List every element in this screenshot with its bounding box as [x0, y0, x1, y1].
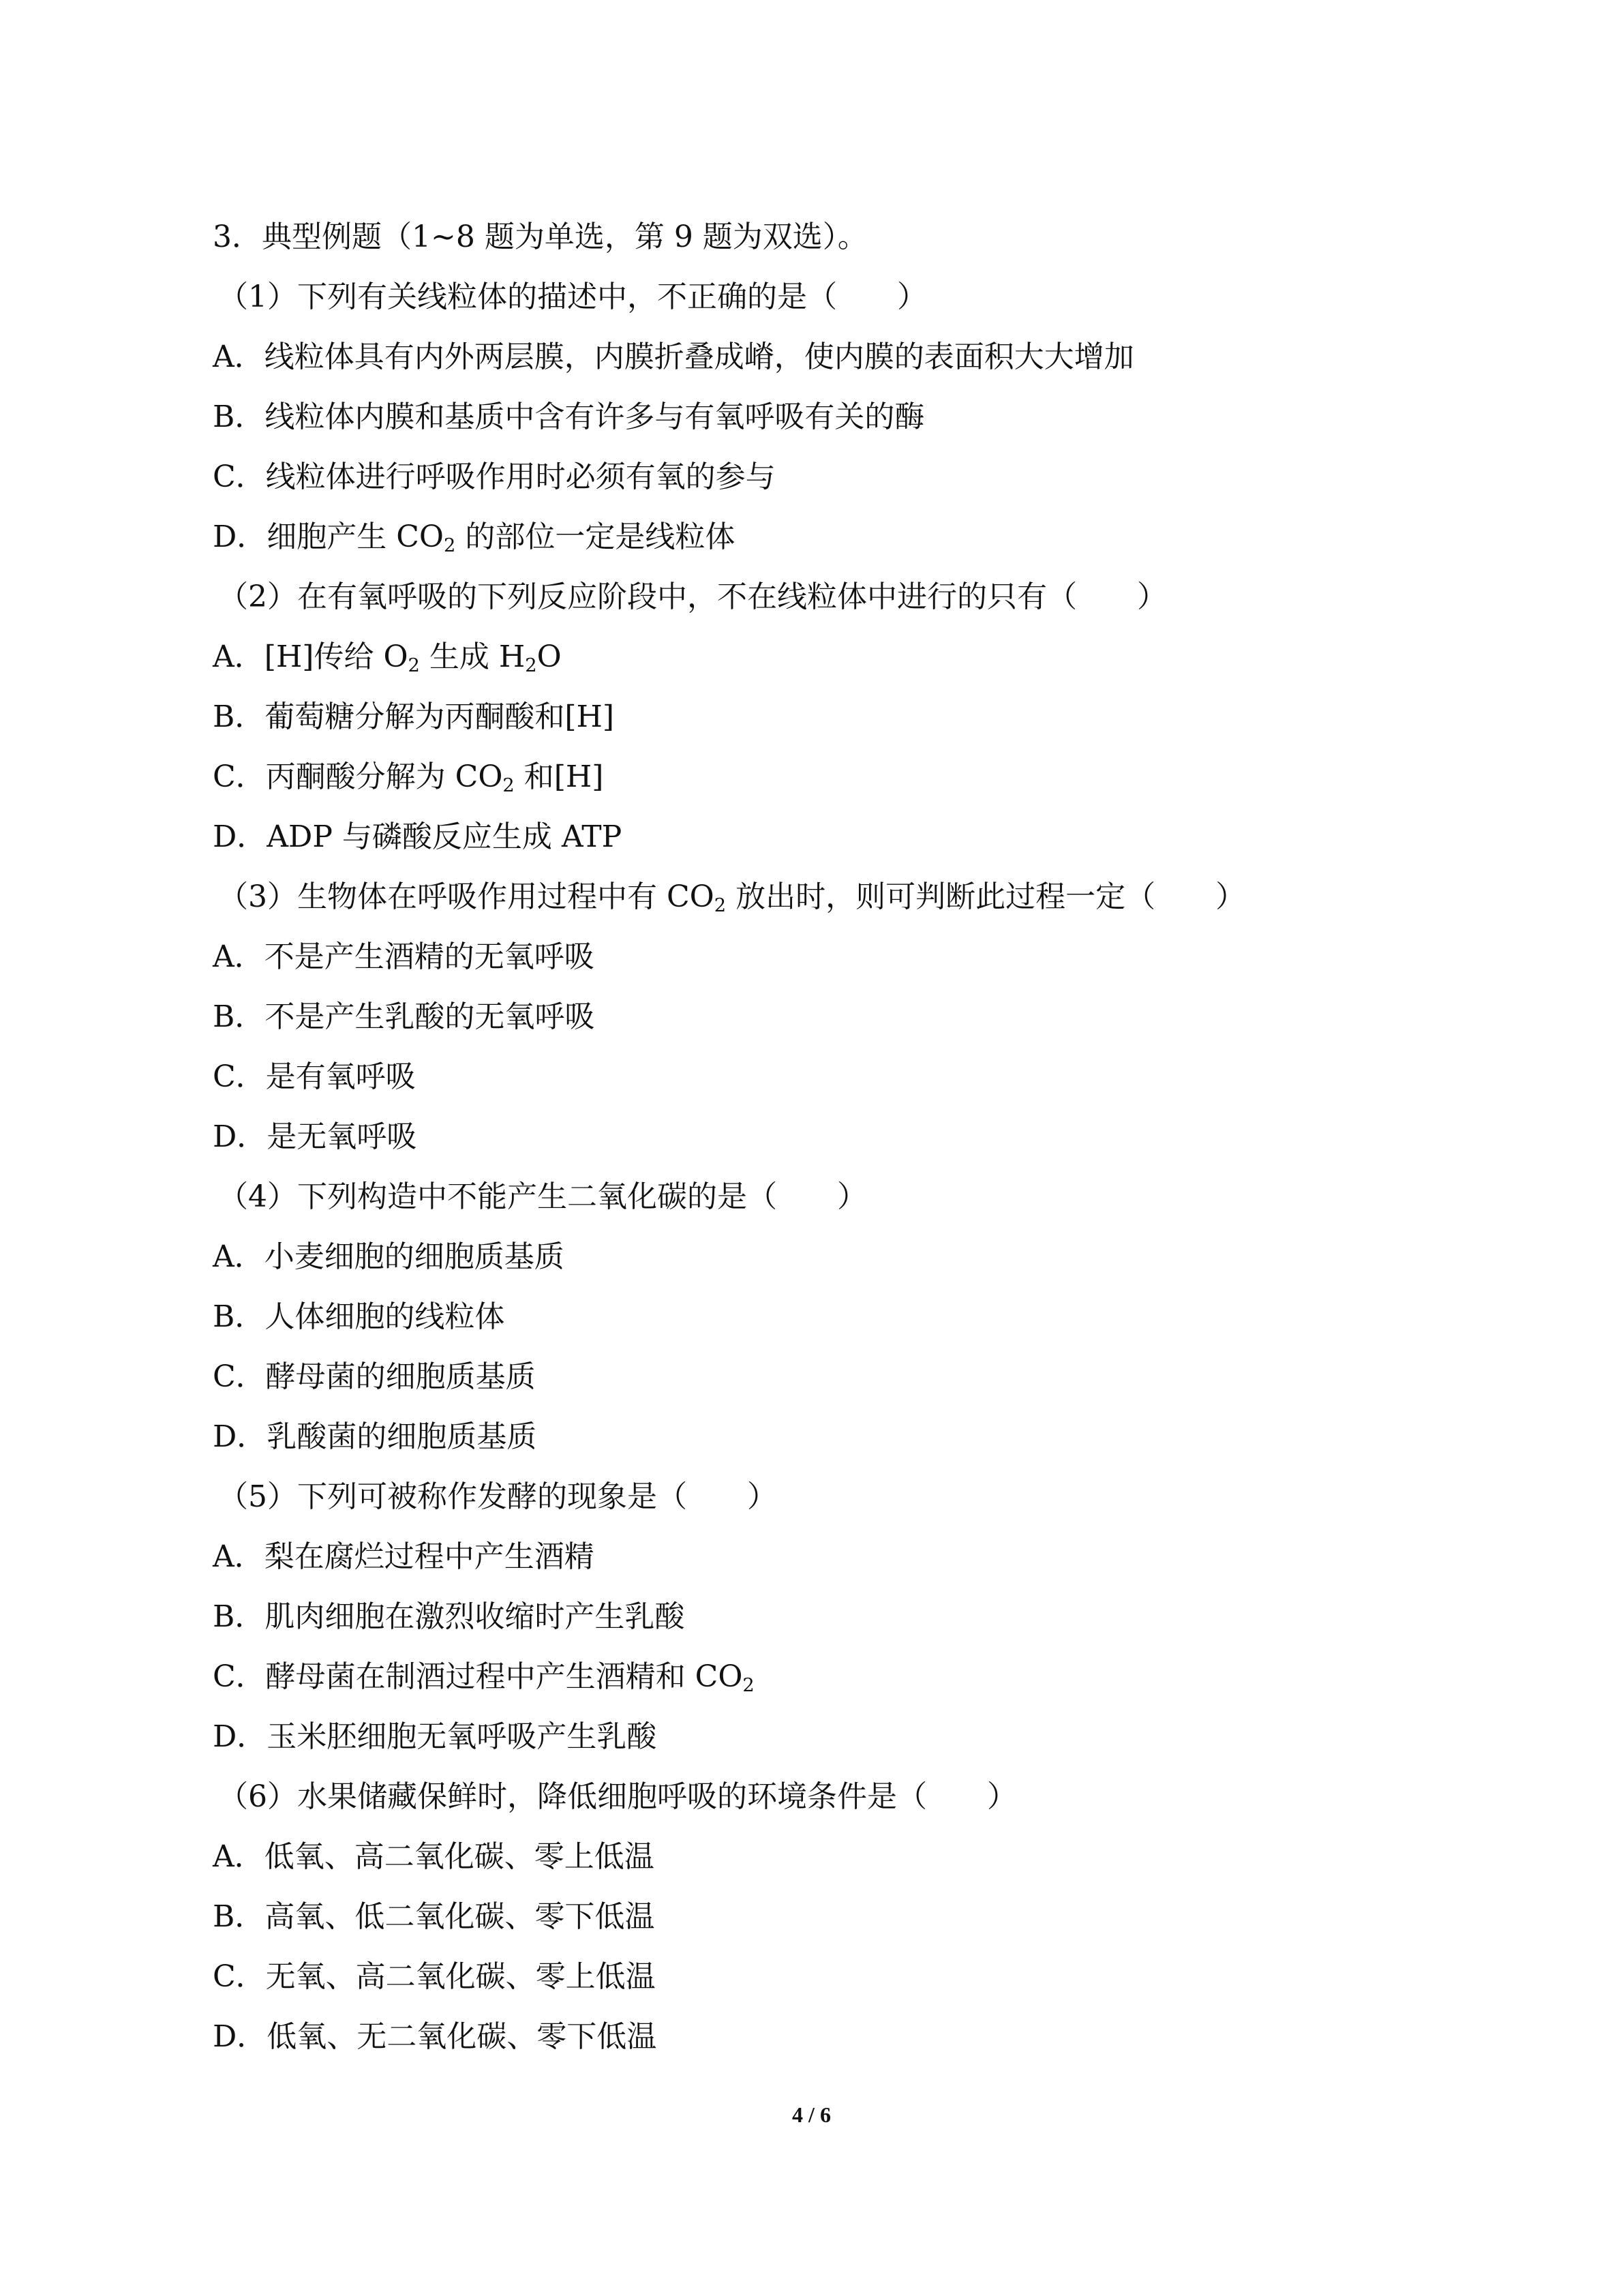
question-5-option-a: A．梨在腐烂过程中产生酒精	[213, 1539, 594, 1574]
question-1-stem: （1）下列有关线粒体的描述中，不正确的是（ ）	[218, 280, 927, 314]
question-2-stem: （2）在有氧呼吸的下列反应阶段中，不在线粒体中进行的只有（ ）	[218, 579, 1167, 614]
question-2-option-a: A．[H]传给 $O_2$ 生成 $H_2O$	[213, 639, 562, 676]
question-3-stem: （3）生物体在呼吸作用过程中有 $CO_2$ 放出时，则可判断此过程一定（ ）	[218, 879, 1246, 916]
question-6-option-a: A．低氧、高二氧化碳、零上低温	[213, 1839, 654, 1874]
question-5-stem: （5）下列可被称作发酵的现象是（ ）	[218, 1479, 777, 1514]
question-3-option-d: D．是无氧呼吸	[213, 1119, 417, 1154]
question-6-stem: （6）水果储藏保鲜时，降低细胞呼吸的环境条件是（ ）	[218, 1779, 1017, 1814]
question-2-option-d: D．ADP 与磷酸反应生成 ATP	[213, 819, 622, 854]
question-1-option-a: A．线粒体具有内外两层膜，内膜折叠成嵴，使内膜的表面积大大增加	[213, 339, 1134, 374]
question-6-option-b: B．高氧、低二氧化碳、零下低温	[213, 1899, 655, 1934]
question-6-option-c: C．无氧、高二氧化碳、零上低温	[213, 1959, 656, 1994]
question-1-option-c: C．线粒体进行呼吸作用时必须有氧的参与	[213, 459, 776, 494]
question-1-option-d: D．细胞产生 $CO_2$ 的部位一定是线粒体	[213, 519, 735, 556]
question-5-option-d: D．玉米胚细胞无氧呼吸产生乳酸	[213, 1719, 657, 1754]
question-4-option-d: D．乳酸菌的细胞质基质	[213, 1419, 537, 1454]
question-2-option-b: B．葡萄糖分解为丙酮酸和[H]	[213, 699, 615, 734]
question-3-option-b: B．不是产生乳酸的无氧呼吸	[213, 999, 595, 1034]
question-4-option-b: B．人体细胞的线粒体	[213, 1299, 505, 1334]
question-2-option-c: C．丙酮酸分解为 $CO_2$ 和[H]	[213, 759, 604, 796]
page-number: 4 / 6	[792, 2102, 831, 2127]
question-3-option-a: A．不是产生酒精的无氧呼吸	[213, 939, 594, 974]
section-heading: 3．典型例题（1~8 题为单选，第 9 题为双选）。	[213, 220, 868, 254]
question-1-option-b: B．线粒体内膜和基质中含有许多与有氧呼吸有关的酶	[213, 399, 925, 434]
question-4-option-c: C．酵母菌的细胞质基质	[213, 1359, 536, 1394]
question-6-option-d: D．低氧、无二氧化碳、零下低温	[213, 2019, 657, 2054]
question-4-stem: （4）下列构造中不能产生二氧化碳的是（ ）	[218, 1179, 867, 1214]
question-3-option-c: C．是有氧呼吸	[213, 1059, 416, 1094]
question-5-option-c: C．酵母菌在制酒过程中产生酒精和 $CO_2$	[213, 1659, 755, 1696]
question-5-option-b: B．肌肉细胞在激烈收缩时产生乳酸	[213, 1599, 685, 1634]
question-4-option-a: A．小麦细胞的细胞质基质	[213, 1239, 564, 1274]
